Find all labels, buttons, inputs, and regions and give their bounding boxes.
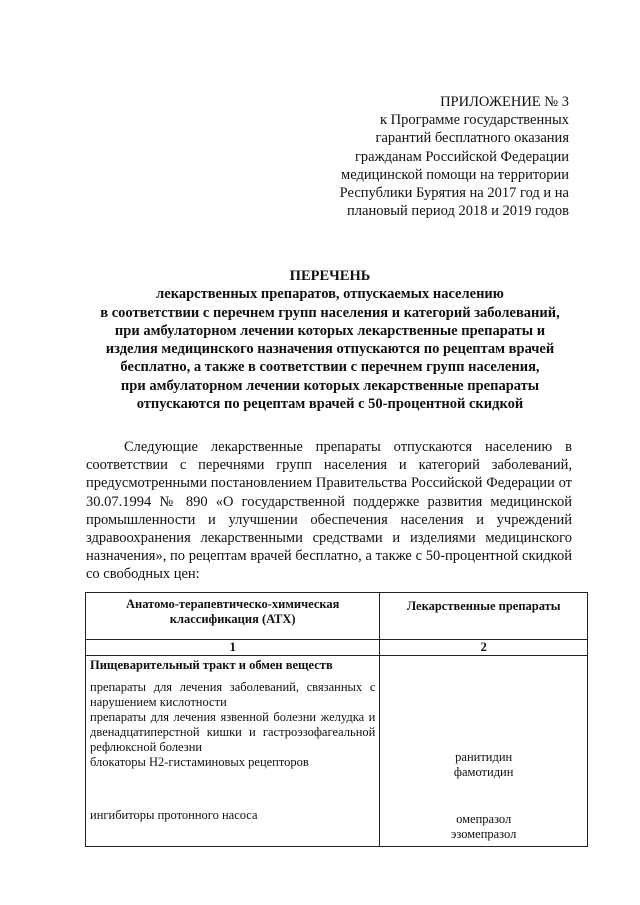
appendix-line: к Программе государственных xyxy=(379,112,569,129)
atc-entry: блокаторы H2-гистаминовых рецепторов xyxy=(90,755,309,769)
appendix-line: медицинской помощи на территории xyxy=(341,166,569,183)
header-atc-classification: Анатомо-терапевтическо-химическая классификация (АТХ) xyxy=(86,593,380,640)
drug-group-ppi xyxy=(384,812,583,842)
heading-title: ПЕРЕЧЕНЬ xyxy=(289,268,371,284)
heading-line: при амбулаторном лечении которых лекарственные препараты и xyxy=(114,322,546,339)
atc-entry: препараты для лечения язвенной болезни желудка и двенадцатиперстной кишки и гастроэзофагеальной рефлюксной болезни xyxy=(90,710,376,754)
heading-line: при амбулаторном лечении которых лекарственные препараты xyxy=(120,377,540,394)
drug-name: ранитидин xyxy=(455,750,513,764)
appendix-line: плановый период 2018 и 2019 годов xyxy=(347,203,569,220)
column-number-row xyxy=(86,640,588,656)
spacer xyxy=(90,770,375,808)
appendix-title: ПРИЛОЖЕНИЕ № 3 xyxy=(440,94,569,110)
appendix-line: гражданам Российской Федерации xyxy=(354,148,569,165)
appendix-block xyxy=(289,93,569,220)
column-number-2: 2 xyxy=(380,640,588,656)
drugs-cell xyxy=(380,656,588,847)
section-title: Пищеварительный тракт и обмен веществ xyxy=(90,658,333,672)
table-row xyxy=(86,656,588,847)
heading-line: отпускаются по рецептам врачей с 50-процентной скидкой xyxy=(136,396,524,413)
atc-entry: препараты для лечения заболеваний, связанных с нарушением кислотности xyxy=(90,680,376,709)
table-header-row xyxy=(86,593,588,640)
heading-line: изделия медицинского назначения отпускаются по рецептам врачей xyxy=(105,341,555,358)
drug-name: омепразол xyxy=(456,812,512,826)
appendix-line: Республики Бурятия на 2017 год и на xyxy=(339,185,569,202)
column-number-1: 1 xyxy=(86,640,380,656)
intro-paragraph-block xyxy=(86,438,572,584)
document-heading xyxy=(60,267,600,413)
heading-line: в соответствии с перечнем групп населения и категорий заболеваний, xyxy=(100,304,560,321)
atc-cell xyxy=(86,656,380,847)
drug-name: фамотидин xyxy=(453,765,514,779)
heading-line: бесплатно, а также в соответствии с перечнем групп населения, xyxy=(120,359,540,376)
drug-name: эзомепразол xyxy=(451,827,517,841)
drug-group-h2 xyxy=(384,750,583,780)
intro-paragraph: Следующие лекарственные препараты отпускаются населению в соответствии с перечнями групп населения и категорий заболеваний, предусмотренными постановлением Правительства Российской Федерации от 30.07.1994 № 890 «О государственной поддержке развития медицинской промышленности и улучшении обеспечения населения и учреждений здравоохранения лекарственными средствами и изделиями медицинского назначения», по рецептам врачей бесплатно, а также с 50-процентной скидкой со свободных цен: xyxy=(86,439,572,583)
header-drugs: Лекарственные препараты xyxy=(380,593,588,640)
atc-entry: ингибиторы протонного насоса xyxy=(90,808,258,822)
heading-line: лекарственных препаратов, отпускаемых населению xyxy=(156,286,504,303)
appendix-line: гарантий бесплатного оказания xyxy=(375,130,569,147)
drug-table xyxy=(85,592,588,847)
